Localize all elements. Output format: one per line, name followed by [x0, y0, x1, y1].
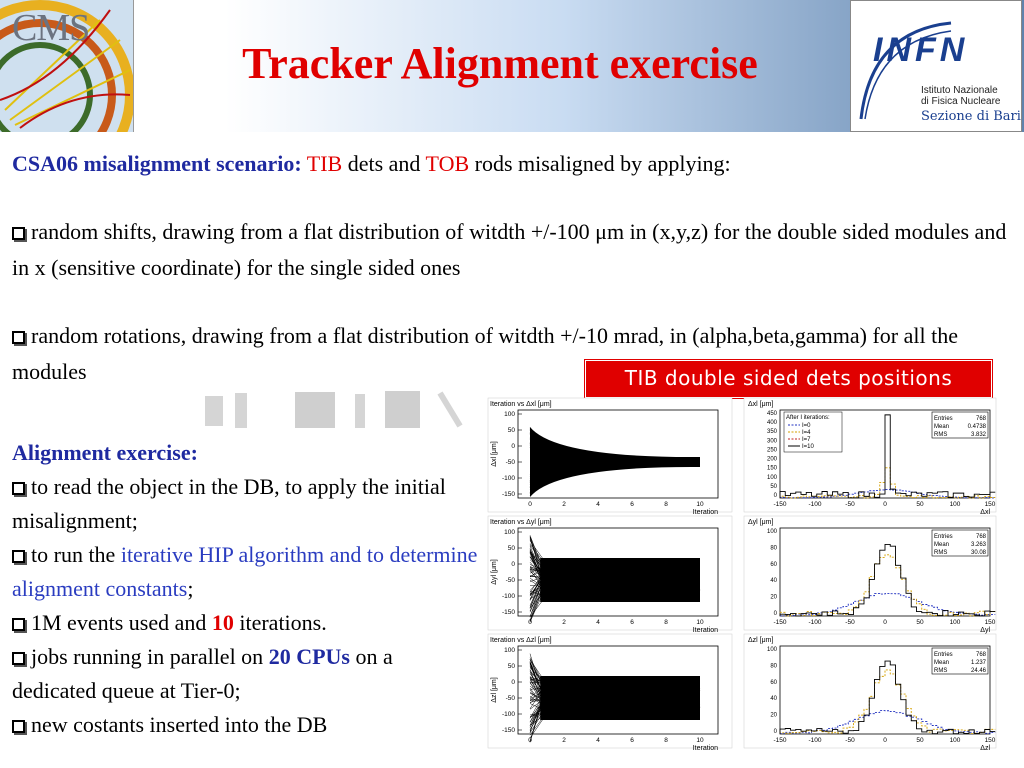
iteration-y-tick: -150	[501, 609, 515, 616]
legend-entry: I=7	[802, 437, 811, 443]
exercise-heading: Alignment exercise:	[12, 440, 198, 465]
iteration-y-tick: 0	[511, 443, 515, 450]
histogram-x-tick: 50	[916, 501, 924, 508]
iteration-x-label: Iteration	[692, 509, 718, 516]
exercise-item-text: iterations.	[233, 610, 327, 635]
stats-value: 768	[975, 534, 986, 540]
cms-logo-text: CMS	[12, 7, 90, 49]
histogram-y-tick: 20	[770, 712, 777, 719]
stats-value: 3.263	[970, 542, 986, 548]
histogram-x-tick: 100	[949, 619, 961, 626]
iteration-band	[540, 676, 700, 720]
plot-caption: TIB double sided dets positions	[624, 366, 953, 390]
histogram-x-tick: -150	[773, 619, 787, 626]
exercise-item	[12, 606, 482, 640]
page-title: Tracker Alignment exercise	[242, 39, 758, 88]
histogram-x-tick: 150	[984, 501, 996, 508]
stats-label: RMS	[934, 432, 948, 438]
iteration-y-label: Δyl [μm]	[491, 559, 498, 585]
histogram-x-tick: 50	[916, 619, 924, 626]
histogram-y-tick: 20	[770, 594, 777, 601]
stats-label: Mean	[934, 424, 950, 430]
histogram-y-tick: 200	[766, 456, 777, 463]
histogram-y-tick: 250	[766, 447, 777, 454]
cpus-highlight: 20 CPUs	[268, 644, 350, 669]
infn-logo-line2: di Fisica Nucleare	[921, 96, 1001, 107]
stats-value: 0.4738	[967, 424, 986, 430]
iteration-y-tick: -100	[501, 593, 515, 600]
stats-label: Entries	[934, 652, 953, 658]
histogram-title: Δxl [μm]	[748, 401, 774, 408]
histogram-x-tick: 100	[949, 737, 961, 744]
cms-logo	[0, 0, 134, 132]
checkbox-bullet-icon	[12, 331, 25, 344]
iteration-x-tick: 10	[696, 501, 704, 508]
scenario-mid: dets and	[342, 151, 426, 176]
iteration-x-tick: 2	[562, 501, 566, 508]
exercise-item-text: 1M events used and	[31, 610, 212, 635]
histogram-y-tick: 0	[773, 493, 777, 499]
stats-value: 30.08	[970, 550, 986, 556]
histogram-y-tick: 400	[766, 420, 777, 427]
stats-label: Mean	[934, 542, 950, 548]
histogram-y-tick: 0	[773, 729, 777, 735]
iteration-x-tick: 8	[664, 619, 668, 626]
checkbox-bullet-icon	[12, 550, 25, 563]
infn-logo-section: Sezione di Bari	[921, 109, 1021, 124]
exercise-item-text: to read the object in the DB, to apply the initial misalignment;	[12, 474, 446, 533]
infn-logo-line1: Istituto Nazionale	[921, 85, 998, 96]
scenario-tail: rods misaligned by applying:	[469, 151, 731, 176]
histogram-x-tick: 0	[883, 737, 887, 744]
iteration-x-tick: 0	[528, 501, 532, 508]
iteration-x-tick: 0	[528, 619, 532, 626]
histogram-y-tick: 300	[766, 438, 777, 445]
stats-value: 768	[975, 652, 986, 658]
histogram-y-tick: 100	[766, 647, 777, 653]
histogram-x-tick: -100	[808, 501, 822, 508]
exercise-item	[12, 470, 482, 538]
histogram-x-tick: 150	[984, 619, 996, 626]
infn-logo	[850, 0, 1022, 132]
iteration-y-tick: -50	[505, 577, 515, 584]
histogram-title: Δzl [μm]	[748, 637, 774, 644]
iteration-y-tick: -50	[505, 459, 515, 466]
iteration-x-tick: 10	[696, 737, 704, 744]
exercise-item-text: jobs running in parallel on	[31, 644, 269, 669]
iteration-x-tick: 4	[596, 501, 600, 508]
stats-label: RMS	[934, 668, 948, 674]
iteration-y-tick: -150	[501, 727, 515, 734]
iteration-y-tick: 0	[511, 679, 515, 686]
exercise-item-text: to run the	[31, 542, 121, 567]
histogram-x-label: Δzl	[980, 745, 990, 752]
legend-title: After I iterations:	[786, 415, 830, 421]
stats-label: Mean	[934, 660, 950, 666]
histogram-y-tick: 0	[773, 611, 777, 617]
iteration-plot-title: Iteration vs Δyl [μm]	[490, 519, 552, 526]
histogram-x-tick: 0	[883, 619, 887, 626]
stats-label: Entries	[934, 534, 953, 540]
exercise-item	[12, 708, 482, 742]
iteration-y-label: Δxl [μm]	[491, 441, 498, 467]
exercise-item-text: ;	[187, 576, 194, 601]
stats-value: 1.237	[970, 660, 986, 666]
slide-header	[0, 0, 1024, 132]
iteration-band	[540, 558, 700, 602]
iteration-x-label: Iteration	[692, 627, 718, 634]
iteration-y-tick: -100	[501, 475, 515, 482]
hip-algorithm-highlight: iterative HIP algorithm and to determine alignment constants	[12, 542, 478, 601]
iteration-y-label: Δzl [μm]	[491, 677, 498, 703]
faded-background-graphic	[205, 388, 465, 428]
histogram-legend	[784, 412, 842, 452]
scenario-paragraph	[12, 146, 1012, 182]
iteration-plot-title: Iteration vs Δzl [μm]	[490, 637, 552, 644]
histogram-x-tick: -150	[773, 501, 787, 508]
histogram-y-tick: 50	[770, 483, 777, 490]
checkbox-bullet-icon	[12, 720, 25, 733]
histogram-x-tick: -50	[845, 619, 855, 626]
histogram-x-tick: 0	[883, 501, 887, 508]
iteration-y-tick: -150	[501, 491, 515, 498]
stats-value: 3.832	[970, 432, 986, 438]
exercise-item-text: new costants inserted into the DB	[31, 712, 328, 737]
shift-bullet	[12, 214, 1012, 286]
histogram-y-tick: 80	[770, 663, 777, 670]
iteration-x-tick: 6	[630, 501, 634, 508]
iteration-x-tick: 6	[630, 737, 634, 744]
histogram-x-label: Δxl	[980, 509, 990, 516]
histogram-y-tick: 350	[766, 429, 777, 436]
histogram-x-tick: 100	[949, 501, 961, 508]
iteration-x-tick: 4	[596, 619, 600, 626]
plot-caption-box	[585, 360, 992, 398]
histogram-x-tick: -150	[773, 737, 787, 744]
iteration-x-tick: 2	[562, 737, 566, 744]
checkbox-bullet-icon	[12, 227, 25, 240]
histogram-stats-box	[932, 648, 988, 674]
iteration-x-tick: 8	[664, 501, 668, 508]
histogram-y-tick: 80	[770, 545, 777, 552]
iteration-y-tick: 50	[507, 427, 515, 434]
legend-entry: I=4	[802, 430, 811, 436]
iteration-y-tick: 100	[504, 411, 515, 418]
histogram-title: Δyl [μm]	[748, 519, 774, 526]
iteration-x-tick: 10	[696, 619, 704, 626]
iteration-x-label: Iteration	[692, 745, 718, 752]
stats-value: 768	[975, 416, 986, 422]
histogram-x-tick: -100	[808, 619, 822, 626]
checkbox-bullet-icon	[12, 618, 25, 631]
iteration-x-tick: 4	[596, 737, 600, 744]
iteration-plot-title: Iteration vs Δxl [μm]	[490, 401, 552, 408]
tob-label: TOB	[425, 151, 470, 176]
checkbox-bullet-icon	[12, 652, 25, 665]
iteration-y-tick: 100	[504, 647, 515, 654]
iteration-y-tick: 50	[507, 663, 515, 670]
iteration-x-tick: 0	[528, 737, 532, 744]
histogram-y-tick: 40	[770, 578, 777, 585]
stats-label: RMS	[934, 550, 948, 556]
histogram-y-tick: 100	[766, 529, 777, 535]
legend-entry: I=10	[802, 444, 814, 450]
histogram-y-tick: 60	[770, 679, 777, 686]
histogram-x-tick: -50	[845, 501, 855, 508]
histogram-x-tick: -100	[808, 737, 822, 744]
shift-bullet-text: random shifts, drawing from a flat distribution of witdth +/-100 μm in (x,y,z) for the double sided modules and in x (sensitive coordinate) for the single sided ones	[12, 219, 1007, 280]
histogram-stats-box	[932, 412, 988, 438]
iteration-x-tick: 6	[630, 619, 634, 626]
scenario-heading: CSA06 misalignment scenario:	[12, 151, 302, 176]
iteration-y-tick: 100	[504, 529, 515, 536]
checkbox-bullet-icon	[12, 482, 25, 495]
infn-logo-name: INFN	[873, 31, 969, 69]
iteration-y-tick: -100	[501, 711, 515, 718]
histogram-y-tick: 60	[770, 561, 777, 568]
iteration-x-tick: 2	[562, 619, 566, 626]
stats-label: Entries	[934, 416, 953, 422]
histogram-y-tick: 450	[766, 411, 777, 417]
histogram-y-tick: 150	[766, 465, 777, 472]
histogram-y-tick: 40	[770, 696, 777, 703]
iteration-y-tick: 0	[511, 561, 515, 568]
exercise-item-text: on a dedicated queue at Tier-0;	[12, 644, 393, 703]
histogram-x-label: Δyl	[980, 627, 990, 634]
alignment-exercise-section	[12, 436, 482, 742]
tib-label: TIB	[306, 151, 343, 176]
iteration-y-tick: -50	[505, 695, 515, 702]
iteration-x-tick: 8	[664, 737, 668, 744]
stats-value: 24.46	[970, 668, 986, 674]
histogram-y-tick: 100	[766, 474, 777, 481]
iterations-highlight: 10	[211, 610, 234, 635]
legend-entry: I=0	[802, 423, 811, 429]
exercise-item	[12, 640, 482, 708]
iteration-y-tick: 50	[507, 545, 515, 552]
histogram-x-tick: 50	[916, 737, 924, 744]
rotation-bullet-text: random rotations, drawing from a flat distribution of witdth +/-10 mrad, in (alpha,beta,gamma) for all the modules	[12, 323, 958, 384]
histogram-x-tick: 150	[984, 737, 996, 744]
exercise-item	[12, 538, 482, 606]
alignment-plots-figure	[482, 396, 1002, 768]
histogram-stats-box	[932, 530, 988, 556]
histogram-x-tick: -50	[845, 737, 855, 744]
